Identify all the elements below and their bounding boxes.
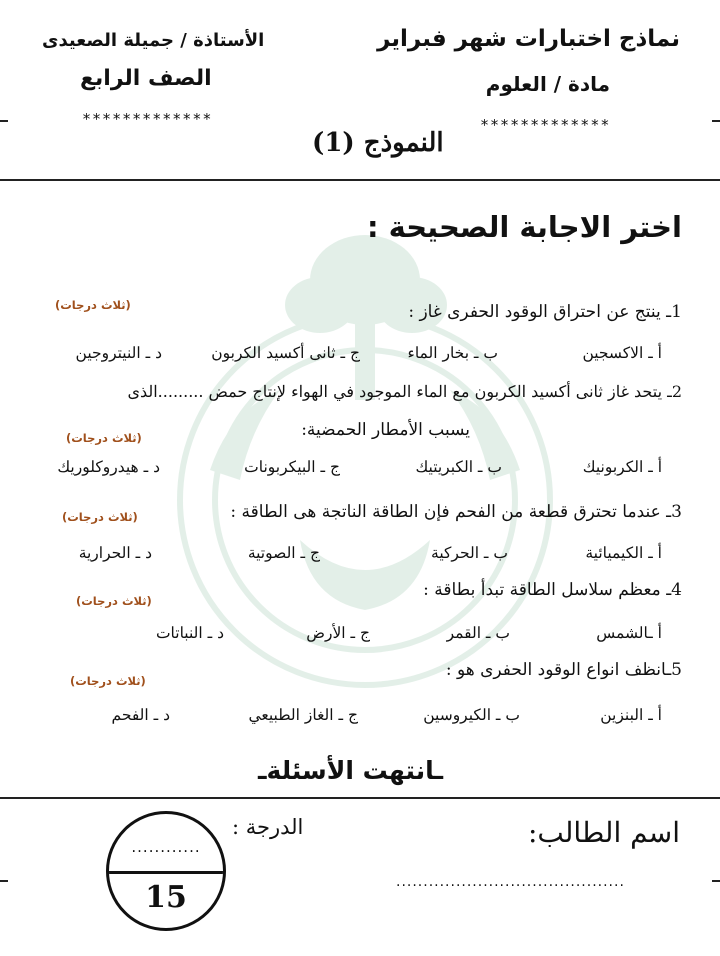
score-circle [106, 811, 226, 931]
stars-left: ************* [82, 110, 213, 128]
question-3-option-b[interactable]: ب ـ الحركية [431, 544, 508, 562]
question-2-marks: (ثلاث درجات) [66, 431, 142, 445]
question-2-text: 2ـ يتحد غاز ثانى أكسيد الكربون مع الماء الموجود في الهواء لإنتاج حمض .........الذى [127, 382, 682, 401]
question-3-option-c[interactable]: ج ـ الصوتية [247, 544, 320, 562]
question-4-option-c[interactable]: ج ـ الأرض [306, 624, 370, 642]
edge-mark [712, 120, 720, 122]
end-of-questions: ـانتهت الأسئلةـ [258, 756, 444, 785]
header-divider [0, 179, 720, 181]
question-5-option-b[interactable]: ب ـ الكيروسين [423, 706, 520, 724]
question-4-option-a[interactable]: أ ـالشمس [596, 624, 662, 642]
subject-label: مادة / العلوم [485, 72, 610, 96]
question-5-option-d[interactable]: د ـ الفحم [111, 706, 170, 724]
edge-mark [0, 880, 8, 882]
stars-right: ************* [480, 116, 611, 134]
question-1-option-a[interactable]: أ ـ الاكسجين [582, 344, 662, 362]
grade-field-label: الدرجة : [232, 815, 304, 839]
question-5-text: 5ـانظف انواع الوقود الحفرى هو : [445, 660, 682, 680]
student-name-field[interactable]: .......................................... [396, 874, 625, 890]
score-divider [109, 871, 223, 874]
question-3-option-a[interactable]: أ ـ الكيميائية [585, 544, 662, 562]
student-name-label: اسم الطالب: [527, 816, 680, 849]
question-5-marks: (ثلاث درجات) [70, 674, 146, 688]
question-5-option-c[interactable]: ج ـ الغاز الطبيعي [248, 706, 358, 724]
question-4-option-b[interactable]: ب ـ القمر [446, 624, 510, 642]
question-1-option-c[interactable]: ج ـ ثانى أكسيد الكربون [211, 344, 360, 362]
question-4-marks: (ثلاث درجات) [76, 594, 152, 608]
question-4-text: 4ـ معظم سلاسل الطاقة تبدأ بطاقة : [423, 580, 682, 600]
question-4-option-d[interactable]: د ـ النباتات [155, 624, 224, 642]
question-3-text: 3ـ عندما تحترق قطعة من الفحم فإن الطاقة الناتجة هى الطاقة : [230, 502, 682, 522]
footer-divider [0, 797, 720, 799]
score-blank[interactable]: ............ [131, 838, 201, 856]
question-3-option-d[interactable]: د ـ الحرارية [78, 544, 152, 562]
question-1-marks: (ثلاث درجات) [55, 298, 131, 312]
model-number: (1) [312, 128, 355, 158]
question-3-marks: (ثلاث درجات) [62, 510, 138, 524]
score-total: 15 [145, 880, 187, 915]
question-1-text: 1ـ ينتج عن احتراق الوقود الحفرى غاز : [408, 302, 682, 322]
question-2-text-cont: يسبب الأمطار الحمضية: [301, 420, 470, 440]
question-2-option-a[interactable]: أ ـ الكربونيك [582, 458, 662, 476]
exam-title: نماذج اختبارات شهر فبراير [377, 26, 680, 52]
question-2-option-c[interactable]: ج ـ البيكربونات [244, 458, 340, 476]
question-2-option-d[interactable]: د ـ هيدروكلوريك [57, 458, 160, 476]
grade-label: الصف الرابع [80, 66, 212, 91]
question-2-option-b[interactable]: ب ـ الكبريتيك [415, 458, 502, 476]
question-1-option-b[interactable]: ب ـ بخار الماء [407, 344, 498, 362]
edge-mark [712, 880, 720, 882]
edge-mark [0, 120, 8, 122]
question-5-option-a[interactable]: أ ـ البنزين [600, 706, 662, 724]
question-1-option-d[interactable]: د ـ النيتروجين [75, 344, 162, 362]
model-title [312, 128, 444, 158]
teacher-name: الأستاذة / جميلة الصعيدى [42, 30, 265, 51]
model-label: النموذج [363, 128, 444, 158]
instruction-heading: اختر الاجابة الصحيحة : [366, 210, 682, 244]
